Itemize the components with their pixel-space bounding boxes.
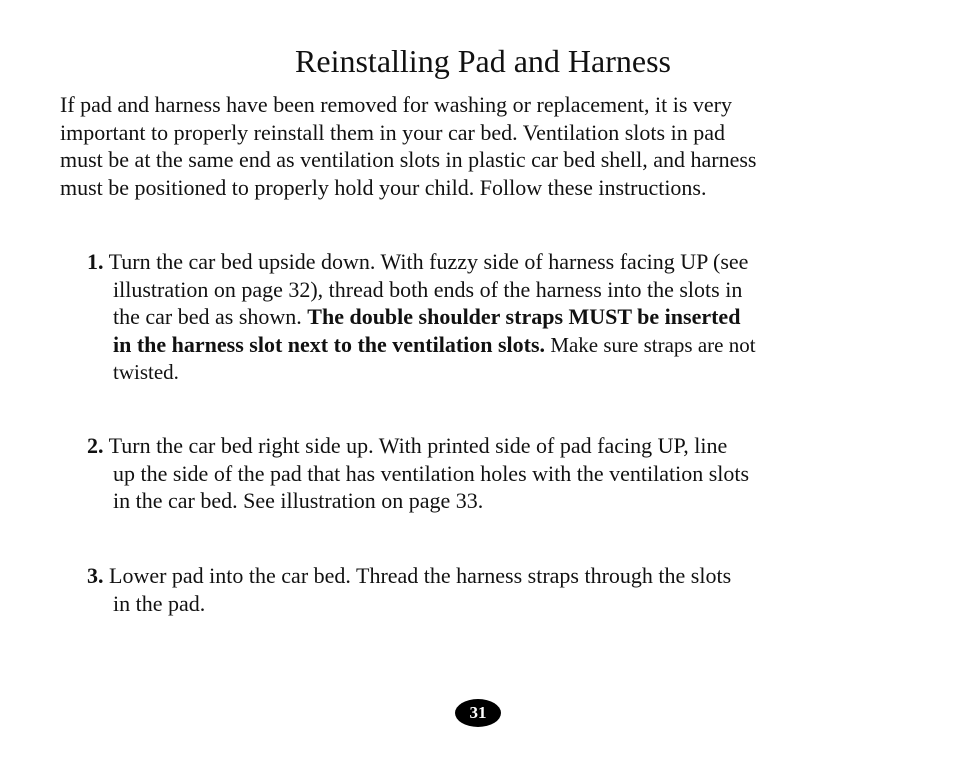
step-3 (87, 562, 907, 617)
step-line: up the side of the pad that has ventilation holes with the ventilation slots (113, 460, 750, 486)
step-warning-text: in the harness slot next to the ventilation slots. (113, 331, 546, 357)
step-2 (87, 432, 907, 515)
step-line: twisted. (113, 360, 179, 385)
page-number-badge: 31 (455, 699, 501, 727)
step-text: the car bed as shown. (113, 304, 308, 330)
step-1 (87, 248, 907, 387)
step-line: in the pad. (113, 590, 206, 616)
intro-line: must be positioned to properly hold your child. Follow these instructions. (60, 174, 707, 200)
intro-line: important to properly reinstall them in your car bed. Ventilation slots in pad (60, 119, 725, 145)
intro-line: must be at the same end as ventilation slots in plastic car bed shell, and harness (60, 147, 757, 173)
step-line (87, 562, 907, 590)
step-warning-text: The double shoulder straps MUST be inserted (307, 304, 741, 330)
page-title: Reinstalling Pad and Harness (295, 43, 671, 79)
step-line (87, 248, 907, 276)
intro-line: If pad and harness have been removed for washing or replacement, it is very (60, 92, 732, 117)
step-line (87, 331, 907, 360)
step-line: illustration on page 32), thread both ends of the harness into the slots in (113, 276, 743, 302)
step-number: 2. (87, 433, 104, 458)
step-text: Turn the car bed right side up. With printed side of pad facing UP, line (108, 433, 728, 458)
step-line (87, 303, 907, 331)
step-text: Lower pad into the car bed. Thread the harness straps through the slots (109, 563, 732, 588)
step-number: 1. (87, 249, 104, 274)
step-line: in the car bed. See illustration on page 33. (113, 488, 484, 514)
step-number: 3. (87, 563, 104, 588)
step-text: Make sure straps are not (545, 332, 756, 357)
intro-paragraph (60, 91, 920, 201)
step-line (87, 432, 907, 460)
step-text: Turn the car bed upside down. With fuzzy side of harness facing UP (see (108, 249, 749, 274)
